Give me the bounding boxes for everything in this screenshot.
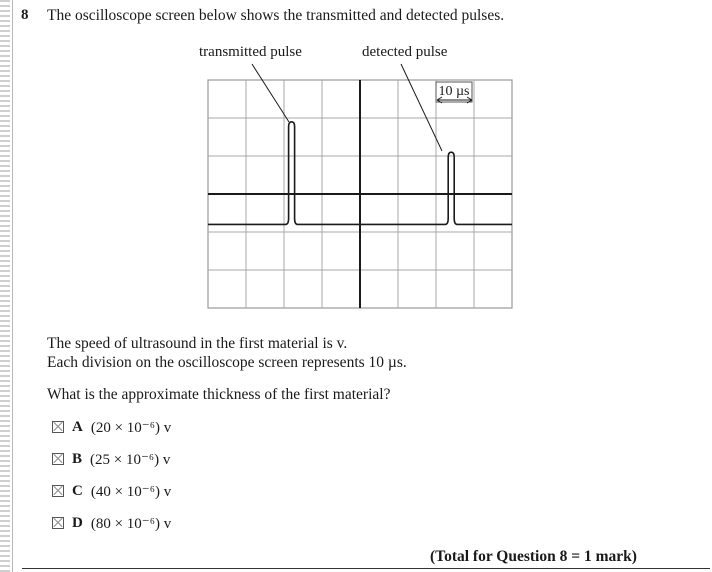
question-stem: The oscilloscope screen below shows the transmitted and detected pulses. (47, 7, 505, 24)
bottom-rule (22, 568, 710, 569)
option-a-checkbox[interactable] (52, 421, 64, 433)
option-letter: D (72, 514, 83, 531)
question-prompt: What is the approximate thickness of the first material? (47, 386, 391, 403)
option-c[interactable] (52, 482, 171, 500)
option-a[interactable] (52, 418, 171, 436)
option-d-checkbox[interactable] (52, 517, 64, 529)
total-marks: (Total for Question 8 = 1 mark) (430, 548, 637, 565)
option-letter: A (72, 418, 83, 435)
option-b[interactable] (52, 450, 170, 468)
option-letter: B (72, 450, 83, 467)
info-line-1: The speed of ultrasound in the first material is v. (47, 335, 348, 352)
option-text: (40 × 10⁻⁶) v (90, 483, 172, 500)
option-text: (20 × 10⁻⁶) v (90, 419, 172, 436)
option-c-checkbox[interactable] (52, 485, 64, 497)
transmitted-pulse-label: transmitted pulse (199, 44, 302, 60)
option-d[interactable] (52, 514, 171, 532)
scale-label: 10 µs (438, 84, 470, 99)
option-letter: C (72, 482, 83, 499)
question-number: 8 (21, 7, 29, 23)
option-text: (80 × 10⁻⁶) v (90, 515, 172, 532)
option-b-checkbox[interactable] (52, 453, 64, 465)
info-line-2: Each division on the oscilloscope screen represents 10 µs. (47, 354, 407, 371)
option-text: (25 × 10⁻⁶) v (90, 451, 171, 468)
detected-pulse-label: detected pulse (362, 44, 448, 60)
